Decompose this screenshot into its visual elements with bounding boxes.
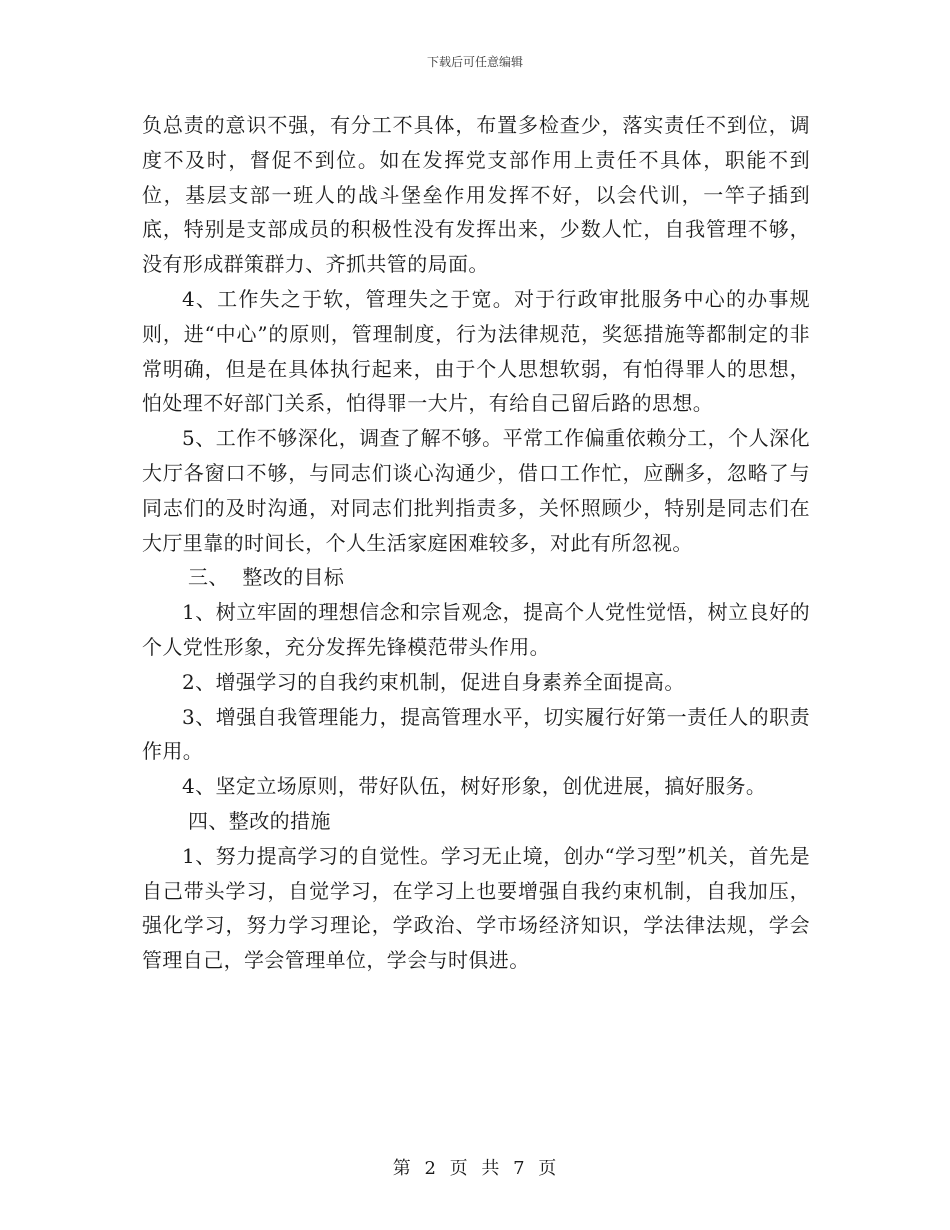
footer-prefix: 第 [392,1158,412,1179]
paragraph: 4、坚定立场原则，带好队伍，树好形象，创优进展，搞好服务。 [182,774,767,799]
paragraph: 负总责的意识不强，有分工不具体，布置多检查少，落实责任不到位，调度不及时，督促不到位。如在发挥党支部作用上责任不具体，职能不到位，基层支部一班人的战斗堡垒作用发挥不好，以会代训，一竿子插到底，特别是支部成员的积极性没有发挥出来，少数人忙，自我管理不够，没有形成群策群力、齐抓共管的局面。 [142,113,810,277]
paragraph: 3、增强自我管理能力，提高管理水平，切实履行好第一责任人的职责作用。 [142,704,810,764]
paragraph: 1、努力提高学习的自觉性。学习无止境，创办“学习型”机关，首先是自己带头学习，自觉学习，在学习上也要增强自我约束机制，自我加压，强化学习，努力学习理论，学政治、学市场经济知识，学法律法规，学会管理自己，学会管理单位，学会与时俱进。 [142,843,810,973]
paragraph: 5、工作不够深化，调查了解不够。平常工作偏重依赖分工，个人深化大厅各窗口不够，与同志们谈心沟通少，借口工作忙，应酬多，忽略了与同志们的及时沟通，对同志们批判指责多，关怀照顾少，特别是同志们在大厅里靠的时间长，个人生活家庭困难较多，对此有所忽视。 [142,426,810,555]
paragraph: 1、树立牢固的理想信念和宗旨观念，提高个人党性觉悟，树立良好的个人党性形象，充分发挥先锋模范带头作用。 [142,600,810,659]
section-heading: 三、 整改的目标 [188,565,345,590]
footer-page-unit: 页 [449,1158,469,1179]
footer-page-number: 2 [424,1158,437,1179]
footer-suffix: 页 [538,1158,558,1179]
section-heading: 四、整改的措施 [188,808,331,833]
paragraph: 4、工作失之于软，管理失之于宽。对于行政审批服务中心的办事规则，进“中心”的原则，管理制度，行为法律规范，奖惩措施等都制定的非常明确，但是在具体执行起来，由于个人思想软弱，有怕得罪人的思想，怕处理不好部门关系，怕得罪一大片，有给自己留后路的思想。 [142,286,810,416]
paragraph: 2、增强学习的自我约束机制，促进自身素养全面提高。 [182,669,685,694]
document-body [142,108,810,978]
footer-total-label: 共 [481,1158,501,1179]
footer-total-pages: 7 [513,1158,526,1179]
page-header: 下载后可任意编辑 [426,55,523,69]
page-footer [0,1154,950,1180]
